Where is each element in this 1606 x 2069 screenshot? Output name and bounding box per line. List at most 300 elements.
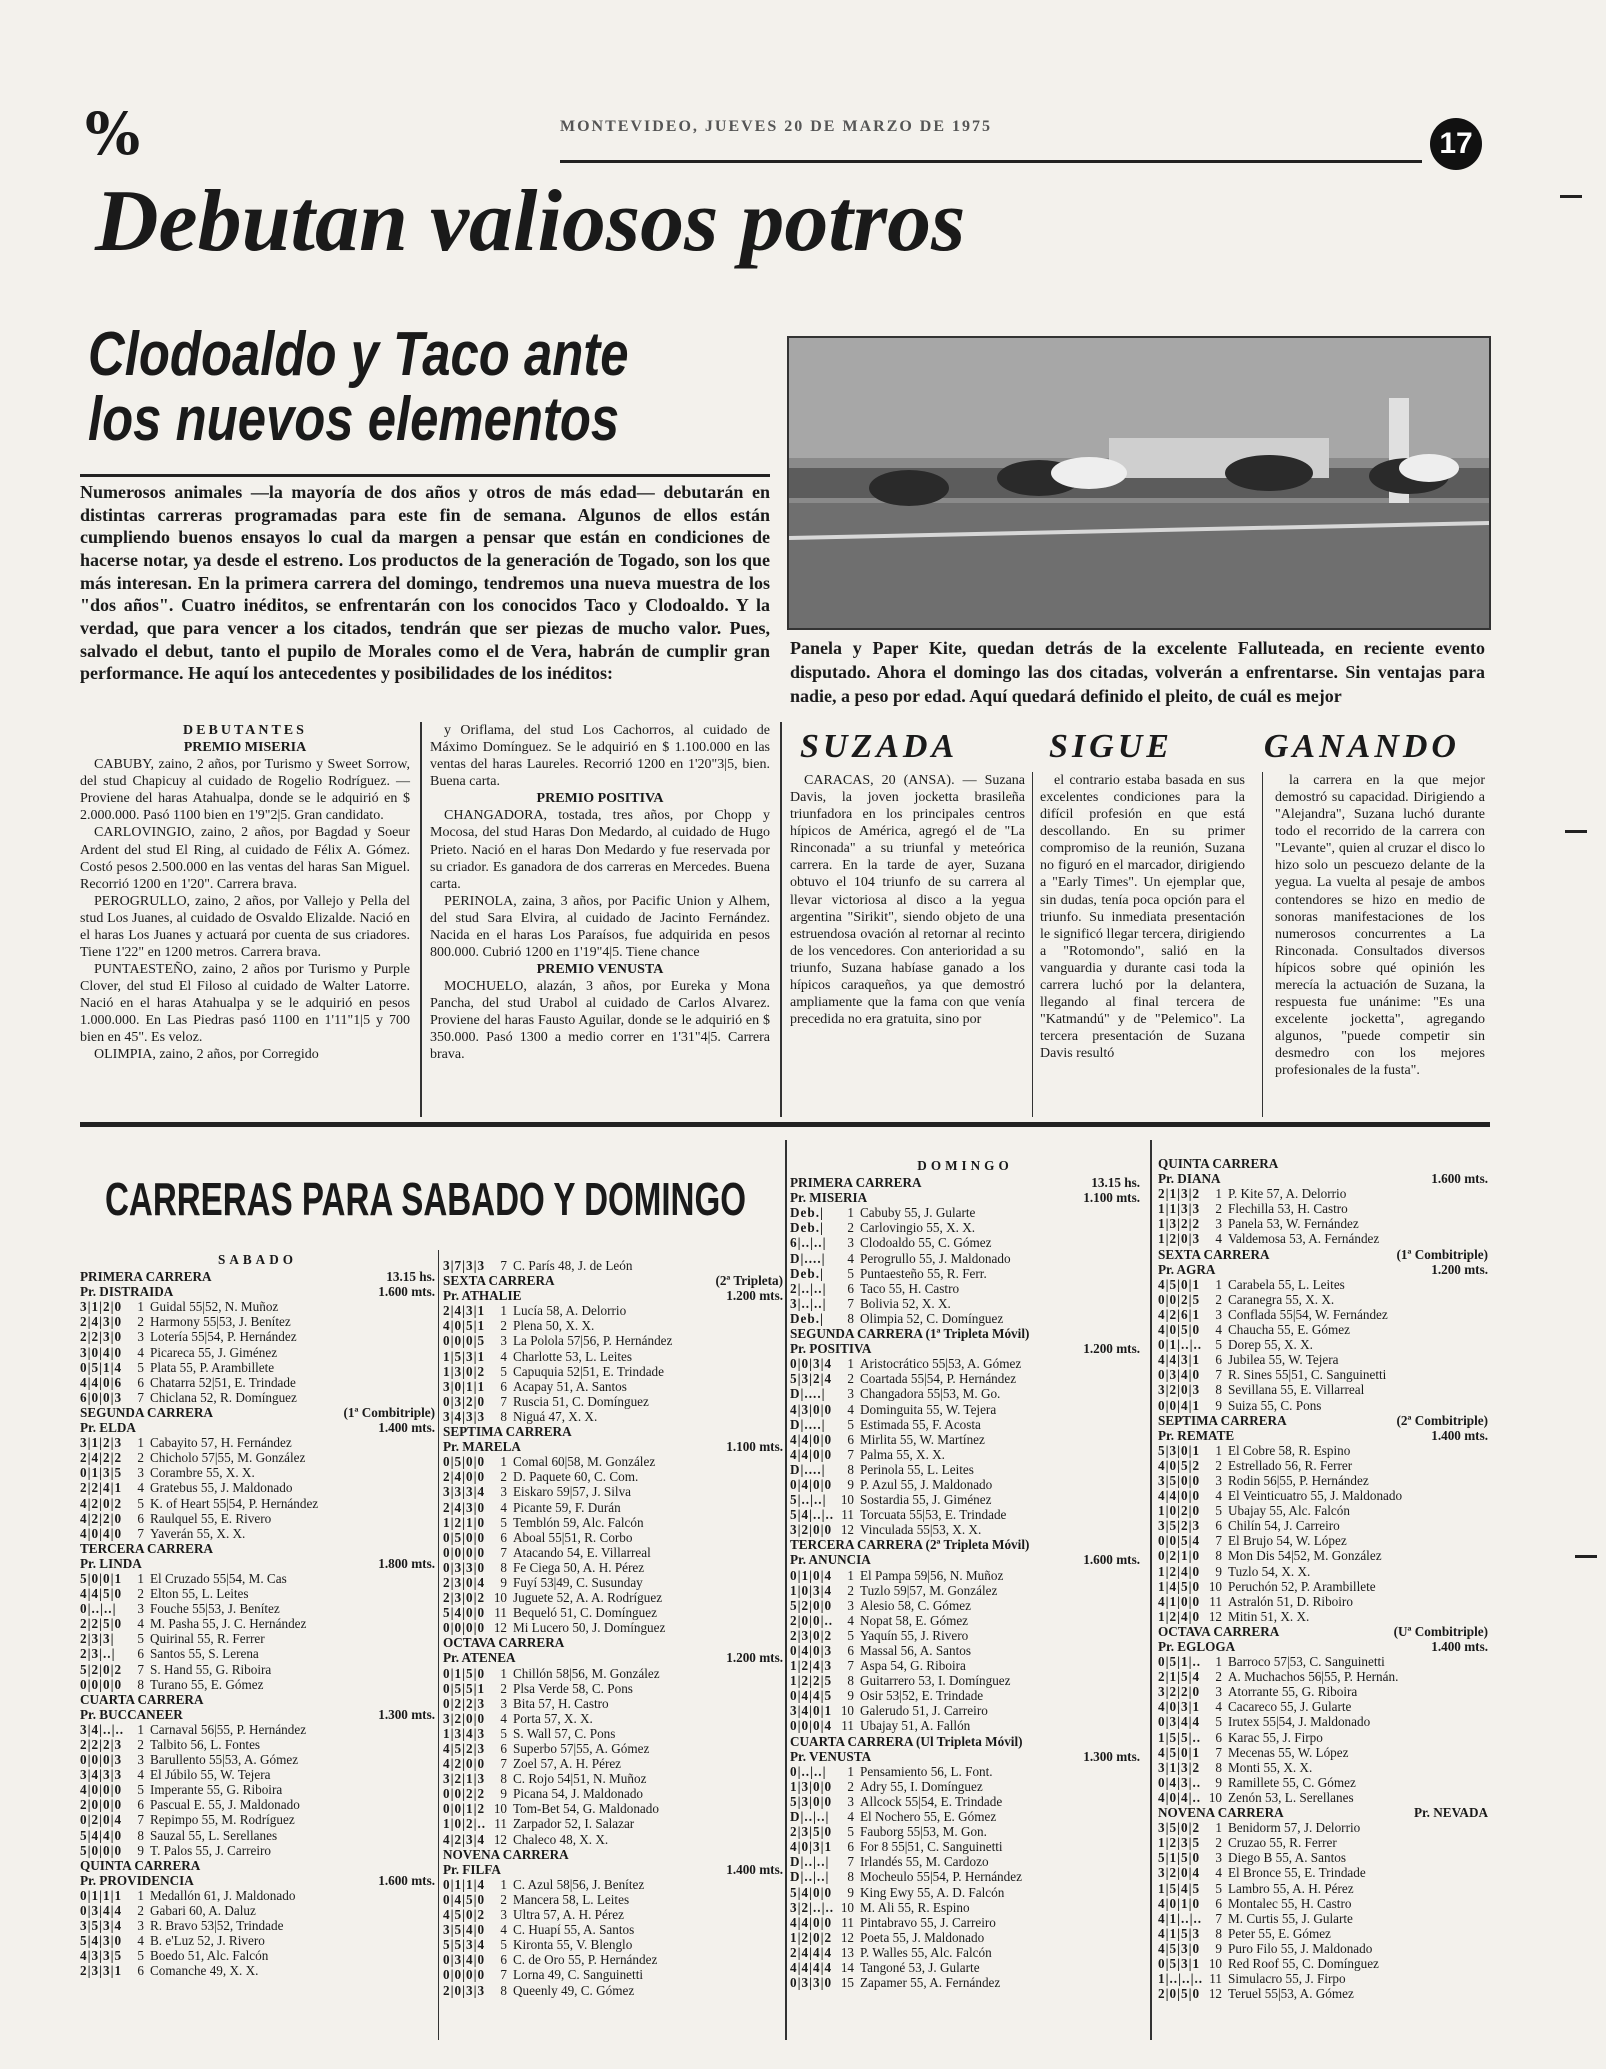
race-time: (1ª Combitriple) <box>343 1404 435 1420</box>
margin-mark <box>1560 195 1582 198</box>
entry-number: 6 <box>137 1374 144 1390</box>
race-premio: Pr. AGRA <box>1158 1261 1216 1277</box>
entry-form: 4|1|0|0 <box>1158 1593 1201 1609</box>
entry-form: 0|..|..| <box>80 1601 117 1617</box>
entry-horse: Bequeló 51, C. Domínguez <box>513 1605 657 1621</box>
entry-form: 3|5|0|2 <box>1158 1820 1201 1836</box>
entry-number: 4 <box>1215 1488 1222 1504</box>
entry-number: 5 <box>137 1782 144 1798</box>
race-entry <box>443 1333 783 1348</box>
entry-form: 2|2|4|1 <box>80 1480 123 1496</box>
entry-form: 5|4|3|0 <box>80 1933 123 1949</box>
entry-number: 12 <box>840 1522 854 1538</box>
entry-number: 3 <box>137 1465 144 1481</box>
entry-horse: Changadora 55|53, M. Go. <box>860 1386 1001 1402</box>
race-entry <box>1158 1216 1488 1231</box>
debutantes-column-2 <box>430 722 770 1064</box>
entry-horse: Fouche 55|53, J. Benítez <box>150 1601 280 1617</box>
entry-number: 8 <box>1215 1548 1222 1564</box>
suzada-text: la carrera en la que mejor demostró su capacidad. Dirigiendo a "Alejandra", Suzana luchó durante todo el recorrido de la carrera con "Levante", quien al cruzar el disco lo hizo solo un pescuezo delante de la yegua. La vuelta al pesaje de ambos contendores se hizo en medio de sonoras manifestaciones de los numerosos concurrentes a La Rinconada. Consultados diversos hípicos sobre qué opinión les merecía la actuación de Suzana, la respuesta fue unánime: "Es una excelente jocketta", agregando algunos, "puede competir sin desmedro con los mejores profesionales de la fusta". <box>1275 773 1485 1079</box>
entry-horse: Superbo 57|55, A. Gómez <box>513 1741 650 1756</box>
entry-number: 8 <box>1215 1382 1222 1398</box>
entry-horse: Monti 55, X. X. <box>1228 1759 1313 1775</box>
entry-form: 4|4|3|1 <box>1158 1352 1201 1368</box>
entry-number: 1 <box>847 1763 854 1779</box>
race-day-heading: DOMINGO <box>917 1158 1013 1173</box>
race-entry <box>80 1828 435 1843</box>
race-entry <box>443 1922 783 1937</box>
entry-form: 3|4|3|3 <box>80 1767 123 1783</box>
race-entry <box>80 1586 435 1601</box>
race-entry <box>790 1703 1140 1718</box>
entry-number: 2 <box>500 1891 507 1907</box>
race-entry <box>80 1737 435 1752</box>
entry-horse: Lotería 55|54, P. Hernández <box>150 1329 297 1345</box>
entry-form: 0|0|0|0 <box>443 1544 486 1560</box>
entry-horse: Peruchón 52, P. Arambillete <box>1228 1578 1376 1594</box>
race-distance: 1.400 mts. <box>1431 1427 1488 1443</box>
entry-form: 3|2|..|.. <box>790 1899 835 1915</box>
entry-form: 2|0|0|0 <box>80 1797 123 1813</box>
entry-form: 0|3|4|4 <box>80 1903 123 1919</box>
entry-horse: Niguá 47, X. X. <box>513 1408 598 1424</box>
entry-number: 8 <box>137 1676 144 1692</box>
race-entry <box>1158 1881 1488 1896</box>
entry-form: 2|2|5|0 <box>80 1616 123 1632</box>
entry-number: 1 <box>1215 1820 1222 1836</box>
race-entry <box>80 1662 435 1677</box>
entry-form: 4|5|2|3 <box>443 1741 486 1756</box>
race-entry <box>443 1952 783 1967</box>
entry-horse: Astralón 51, D. Riboiro <box>1228 1593 1353 1609</box>
entry-number: 10 <box>1208 1789 1222 1805</box>
race-name: QUINTA CARRERA <box>1158 1156 1279 1171</box>
race-name: PRIMERA CARRERA <box>790 1175 922 1191</box>
entry-horse: C. París 48, J. de León <box>513 1258 633 1273</box>
entry-form: 4|3|3|5 <box>80 1948 123 1964</box>
entry-form: 3|5|0|0 <box>1158 1472 1201 1488</box>
race-premio: Pr. LINDA <box>80 1555 142 1571</box>
entry-horse: Nopat 58, E. Gómez <box>860 1612 969 1628</box>
entry-number: 7 <box>500 1756 507 1772</box>
entry-number: 4 <box>500 1922 507 1938</box>
entry-number: 9 <box>1215 1563 1222 1579</box>
entry-form: 2|1|3|2 <box>1158 1186 1201 1202</box>
race-entry <box>80 1601 435 1616</box>
race-entry <box>1158 1458 1488 1473</box>
race-subheader <box>443 1439 783 1454</box>
entry-number: 1 <box>137 1435 144 1451</box>
race-entry <box>1158 1684 1488 1699</box>
entry-form: D|....| <box>790 1416 826 1432</box>
entry-number: 7 <box>847 1446 854 1462</box>
entry-form: 0|0|0|0 <box>443 1967 486 1983</box>
entry-horse: Sevillana 55, E. Villarreal <box>1228 1382 1365 1398</box>
entry-form: 6|0|0|3 <box>80 1389 123 1405</box>
entry-horse: Perinola 55, L. Leites <box>860 1461 974 1477</box>
entry-form: 3|4|0|1 <box>790 1703 833 1719</box>
entry-horse: Montalec 55, H. Castro <box>1228 1895 1352 1911</box>
entry-form: 4|5|3|0 <box>1158 1940 1201 1956</box>
race-entry <box>1158 1473 1488 1488</box>
entry-form: 1|2|4|3 <box>790 1658 833 1674</box>
race-entry <box>790 1673 1140 1688</box>
entry-horse: Coartada 55|54, P. Hernández <box>860 1371 1017 1387</box>
race-entry <box>790 1885 1140 1900</box>
entry-number: 4 <box>847 1612 854 1628</box>
entry-form: 1|3|4|3 <box>443 1725 486 1741</box>
entry-horse: Mitin 51, X. X. <box>1228 1608 1310 1624</box>
race-entry <box>790 1507 1140 1522</box>
entry-number: 2 <box>500 1469 507 1485</box>
entry-form: 1|3|0|0 <box>790 1778 833 1794</box>
entry-horse: Aristocrático 55|53, A. Gómez <box>860 1356 1022 1372</box>
entry-number: 4 <box>500 1710 507 1726</box>
horse-profile-paragraph: PUNTAESTEÑO, zaino, 2 años por Turismo y Purple Clover, del stud El Filoso al cuidado de Walter Latorre. Nació en el haras Atahualpa y se le adquirió en pesos 1.000.000. En Las Piedras pasó 1100 en 1'11"1|5 y 700 bien en 45". Es veloz. <box>80 962 410 1046</box>
race-header <box>1158 1156 1488 1171</box>
entry-number: 2 <box>1215 1457 1222 1473</box>
entry-horse: Karac 55, J. Firpo <box>1228 1729 1323 1745</box>
race-subheader <box>80 1556 435 1571</box>
suzada-text: CARACAS, 20 (ANSA). — Suzana Davis, la joven jocketta brasileña triunfadora en los principales centros hípicos de América, agregó el de "La Rinconada" a su triunfal y meteórica carrera. En la tarde de ayer, Suzana obtuvo el 104 triunfo de su carrera al llevar victoriosa al disco a la yegua argentina "Sirikit", siendo objeto de una estruendosa ovación al retornar al recinto de los vencedores. Con anterioridad a su triunfo, Suzana habíase ganado a los hípicos caraqueños, ya que demostró ampliamente que la fama con que venía precedida no era gratuita, sino por <box>790 773 1025 1028</box>
entry-horse: Capuquia 52|51, E. Trindade <box>513 1363 664 1379</box>
suzada-headline-word: GANANDO <box>1263 728 1460 765</box>
race-name: SEPTIMA CARRERA <box>443 1424 572 1440</box>
entry-number: 10 <box>493 1590 507 1606</box>
horse-profile-paragraph: PERINOLA, zaina, 3 años, por Pacific Union y Alhem, del stud Sara Elvira, al cuidado de Jacinto Fernández. Nacida en el haras Los Paraísos, fue adquirida en pesos 800.000. Cubrió 1200 en 1'19"4|5. Tiene chance <box>430 893 770 961</box>
race-entry <box>443 1756 783 1771</box>
race-entry <box>80 1767 435 1782</box>
entry-number: 12 <box>1208 1608 1222 1624</box>
entry-horse: Massal 56, A. Santos <box>860 1643 971 1658</box>
entry-horse: R. Bravo 53|52, Trindade <box>150 1918 284 1934</box>
entry-form: 0|0|0|5 <box>443 1333 486 1349</box>
entry-number: 4 <box>137 1616 144 1632</box>
entry-horse: Chiclana 52, R. Domínguez <box>150 1389 297 1405</box>
entry-horse: Ubajay 55, Alc. Falcón <box>1228 1503 1350 1519</box>
entry-horse: Carlovingio 55, X. X. <box>860 1220 976 1236</box>
race-premio: Pr. ATENEA <box>443 1650 516 1666</box>
column-rule <box>1150 1140 1152 2040</box>
race-block <box>443 1258 783 1273</box>
masthead-rule <box>560 160 1422 163</box>
race-entry <box>80 1329 435 1344</box>
horse-profile-paragraph: CHANGADORA, tostada, tres años, por Chopp y Mocosa, del stud Haras Don Medardo, al cuidado de Hugo Prieto. Nació en el haras Don Medardo y fue reservada por su criador. Es ganadora de dos carreras en Mercedes. Buena carta. <box>430 808 770 892</box>
entry-number: 6 <box>1215 1352 1222 1368</box>
entry-form: 2|4|3|0 <box>443 1499 486 1515</box>
race-header <box>80 1541 435 1556</box>
race-entry <box>443 1937 783 1952</box>
races-column-4 <box>1158 1156 1488 2001</box>
entry-form: D|....| <box>790 1461 826 1477</box>
race-entry <box>1158 1277 1488 1292</box>
races-column-3 <box>790 1156 1140 1990</box>
entry-number: 6 <box>847 1643 854 1658</box>
entry-form: 1|5|5|.. <box>1158 1729 1202 1745</box>
entry-form: 4|4|0|0 <box>790 1446 833 1462</box>
entry-horse: M. Curtis 55, J. Gularte <box>1228 1910 1353 1926</box>
race-entry <box>1158 1911 1488 1926</box>
race-subheader <box>1158 1262 1488 1277</box>
entry-number: 3 <box>137 1752 144 1768</box>
entry-horse: King Ewy 55, A. D. Falcón <box>860 1884 1005 1900</box>
entry-form: 2|4|3|1 <box>443 1303 486 1319</box>
entry-number: 3 <box>500 1484 507 1500</box>
entry-form: 0|1|..|.. <box>1158 1337 1203 1353</box>
entry-form: 2|4|0|0 <box>443 1469 486 1485</box>
race-subheader <box>790 1341 1140 1356</box>
race-entry <box>1158 1730 1488 1745</box>
entry-number: 1 <box>137 1887 144 1903</box>
entry-number: 8 <box>1215 1759 1222 1775</box>
entry-form: 0|3|3|0 <box>443 1559 486 1575</box>
race-entry <box>443 1877 783 1892</box>
entry-number: 4 <box>137 1933 144 1949</box>
race-entry <box>80 1299 435 1314</box>
entry-horse: Sauzal 55, L. Serellanes <box>150 1827 278 1843</box>
entry-form: 3|..|..| <box>790 1295 827 1311</box>
race-entry <box>1158 1367 1488 1382</box>
race-name: OCTAVA CARRERA <box>1158 1623 1280 1639</box>
entry-form: 3|5|3|4 <box>80 1918 123 1934</box>
race-distance: 1.200 mts. <box>1083 1341 1140 1357</box>
race-entry <box>1158 1760 1488 1775</box>
entry-form: 0|0|5|4 <box>1158 1533 1201 1549</box>
race-premio: Pr. DIANA <box>1158 1171 1221 1187</box>
entry-form: 0|0|0|0 <box>80 1676 123 1692</box>
entry-form: 0|0|3|4 <box>790 1356 833 1372</box>
entry-form: 0|3|4|0 <box>443 1952 486 1968</box>
race-premio: Pr. EGLOGA <box>1158 1639 1236 1654</box>
entry-horse: Chilín 54, J. Carreiro <box>1228 1518 1340 1534</box>
entry-form: 2|3|3|1 <box>80 1963 123 1979</box>
entry-horse: M. Pasha 55, J. C. Hernández <box>150 1616 307 1632</box>
race-subheader <box>1158 1639 1488 1654</box>
entry-form: 2|2|2|3 <box>80 1737 123 1752</box>
entry-horse: Zenón 53, L. Serellanes <box>1228 1789 1354 1805</box>
entry-number: 1 <box>500 1876 507 1892</box>
race-distance: 1.600 mts. <box>378 1284 435 1300</box>
entry-form: 4|4|0|6 <box>80 1374 123 1390</box>
entry-form: D|....| <box>790 1386 826 1402</box>
races-column-1 <box>80 1250 435 1979</box>
entry-number: 8 <box>1215 1925 1222 1941</box>
entry-form: 0|2|0|4 <box>80 1812 123 1828</box>
entry-form: 0|0|0|3 <box>80 1752 123 1768</box>
race-entry <box>443 1605 783 1620</box>
entry-horse: Benidorm 57, J. Delorrio <box>1228 1820 1361 1836</box>
race-entry <box>790 1688 1140 1703</box>
entry-number: 6 <box>137 1797 144 1813</box>
entry-horse: Eiskaro 59|57, J. Silva <box>513 1484 632 1500</box>
race-entry <box>790 1930 1140 1945</box>
race-entry <box>443 1666 783 1681</box>
entry-horse: El Pampa 59|56, N. Muñoz <box>860 1567 1004 1583</box>
race-subheader <box>790 1552 1140 1567</box>
entry-form: 0|5|1|.. <box>1158 1654 1202 1670</box>
race-entry <box>790 1960 1140 1975</box>
entry-horse: Porta 57, X. X. <box>513 1710 593 1726</box>
entry-horse: Picante 59, F. Durán <box>513 1499 621 1515</box>
main-headline: Debutan valiosos potros <box>95 173 966 270</box>
entry-horse: D. Paquete 60, C. Com. <box>513 1469 639 1485</box>
race-entry <box>443 1771 783 1786</box>
suzada-column-3 <box>1275 772 1485 1079</box>
entry-number: 2 <box>1215 1291 1222 1307</box>
entry-form: 4|5|0|2 <box>443 1907 486 1923</box>
race-header <box>790 1734 1140 1749</box>
race-entry <box>1158 1865 1488 1880</box>
race-block <box>1158 1413 1488 1624</box>
entry-number: 5 <box>500 1514 507 1530</box>
entry-horse: Yaquín 55, J. Rivero <box>860 1627 969 1643</box>
entry-number: 2 <box>500 1680 507 1696</box>
entry-number: 5 <box>500 1725 507 1741</box>
entry-horse: Estimada 55, F. Acosta <box>860 1416 981 1432</box>
entry-horse: Pensamiento 56, L. Font. <box>860 1763 993 1779</box>
entry-horse: Alesio 58, C. Gómez <box>860 1597 971 1613</box>
race-entry <box>80 1812 435 1827</box>
race-premio: Pr. REMATE <box>1158 1427 1235 1443</box>
entry-form: 0|4|0|3 <box>790 1643 833 1658</box>
entry-form: 2|3|0|2 <box>790 1627 833 1643</box>
race-name: PRIMERA CARRERA <box>80 1269 212 1285</box>
entry-horse: Mon Dis 54|52, M. González <box>1228 1548 1382 1564</box>
entry-horse: Talbito 56, L. Fontes <box>150 1737 261 1752</box>
entry-form: 5|0|0|0 <box>80 1842 123 1858</box>
race-entry <box>790 1417 1140 1432</box>
race-entry <box>1158 1941 1488 1956</box>
entry-horse: Mecenas 55, W. López <box>1228 1744 1349 1760</box>
race-entry <box>80 1360 435 1375</box>
race-entry <box>443 1696 783 1711</box>
photo-caption: Panela y Paper Kite, quedan detrás de la excelente Falluteada, en reciente evento disputado. Ahora el domingo las dos citadas, volverán a enfrentarse. Sin ventajas para nadie, a peso por edad. Aquí quedará definido el pleito, de cuál es mejor <box>790 638 1485 706</box>
entry-horse: Rodin 56|55, P. Hernández <box>1228 1472 1369 1488</box>
entry-number: 4 <box>847 1250 854 1266</box>
entry-form: 5|3|2|4 <box>790 1371 833 1387</box>
entry-form: 5|5|3|4 <box>443 1937 486 1953</box>
entry-horse: Red Roof 55, C. Domínguez <box>1228 1955 1379 1971</box>
entry-form: 0|1|0|4 <box>790 1567 833 1583</box>
entry-form: 5|3|0|0 <box>790 1793 833 1809</box>
race-entry <box>80 1963 435 1978</box>
race-time: (2ª Tripleta) <box>715 1273 783 1289</box>
race-entry <box>443 1545 783 1560</box>
entry-horse: S. Wall 57, C. Pons <box>513 1725 616 1741</box>
race-name: NOVENA CARRERA <box>1158 1805 1284 1821</box>
race-entry <box>443 1892 783 1907</box>
entry-horse: Osir 53|52, E. Trindade <box>860 1688 984 1704</box>
entry-number: 10 <box>493 1801 507 1817</box>
race-distance: 1.400 mts. <box>1431 1639 1488 1654</box>
entry-number: 7 <box>500 1967 507 1983</box>
race-block <box>1158 1805 1488 2001</box>
race-entry <box>443 1560 783 1575</box>
entry-horse: El Cobre 58, R. Espino <box>1228 1442 1351 1458</box>
entry-horse: Guitarrero 53, I. Domínguez <box>860 1673 1011 1689</box>
entry-number: 7 <box>137 1661 144 1677</box>
entry-number: 8 <box>847 1461 854 1477</box>
entry-number: 7 <box>847 1295 854 1311</box>
race-entry <box>1158 1850 1488 1865</box>
entry-form: 4|2|2|0 <box>80 1510 123 1526</box>
race-entry <box>80 1631 435 1646</box>
entry-number: 3 <box>847 1235 854 1251</box>
race-block <box>790 1734 1140 1991</box>
entry-number: 5 <box>137 1631 144 1647</box>
entry-number: 6 <box>500 1741 507 1756</box>
race-entry <box>790 1839 1140 1854</box>
entry-horse: Clodoaldo 55, C. Gómez <box>860 1235 992 1251</box>
race-block <box>443 1273 783 1424</box>
race-entry <box>1158 1835 1488 1850</box>
race-block <box>790 1326 1140 1537</box>
entry-horse: Repimpo 55, M. Rodríguez <box>150 1812 295 1828</box>
race-distance: 1.400 mts. <box>726 1861 783 1877</box>
entry-number: 5 <box>1215 1503 1222 1519</box>
entry-number: 7 <box>137 1812 144 1828</box>
entry-number: 6 <box>137 1646 144 1662</box>
entry-horse: Ultra 57, A. H. Pérez <box>513 1907 624 1923</box>
entry-horse: T. Palos 55, J. Carreiro <box>150 1842 271 1858</box>
horse-profile-paragraph: y Oriflama, del stud Los Cachorros, al cuidado de Máximo Domínguez. Se le adquirió en $ 1.100.000 en las ventas del haras Laureles. Recorrió 1200 en 1'20"3|5, bien. Buena carta. <box>430 723 770 790</box>
entry-horse: Chicholo 57|55, M. González <box>150 1450 306 1466</box>
entry-horse: Kironta 55, V. Blenglo <box>513 1937 633 1953</box>
entry-form: 0|0|2|2 <box>443 1786 486 1802</box>
entry-form: 5|4|0|0 <box>790 1884 833 1900</box>
race-block <box>1158 1247 1488 1413</box>
entry-number: 6 <box>1215 1729 1222 1745</box>
premio-heading: PREMIO MISERIA <box>183 740 307 756</box>
race-entry <box>80 1345 435 1360</box>
entry-number: 6 <box>500 1952 507 1968</box>
race-subheader <box>80 1420 435 1435</box>
entry-form: Deb.| <box>790 1310 824 1326</box>
debutantes-column-1 <box>80 722 410 1064</box>
suzada-headline-word: SUZADA <box>800 728 959 765</box>
race-entry <box>790 1356 1140 1371</box>
race-entry <box>790 1583 1140 1598</box>
entry-number: 4 <box>137 1480 144 1496</box>
race-distance: 1.600 mts. <box>378 1872 435 1888</box>
entry-form: 0|0|4|1 <box>1158 1397 1201 1413</box>
race-time: 13.15 hs. <box>386 1269 435 1285</box>
race-premio: Pr. VENUSTA <box>790 1748 872 1764</box>
race-entry <box>80 1435 435 1450</box>
entry-horse: Corambre 55, X. X. <box>150 1465 255 1481</box>
entry-form: 0|1|1|1 <box>80 1887 123 1903</box>
entry-horse: Torcuata 55|53, E. Trindade <box>860 1507 1007 1523</box>
entry-form: 1|2|0|3 <box>1158 1231 1201 1247</box>
race-header <box>790 1175 1140 1190</box>
entry-horse: Plena 50, X. X. <box>513 1318 595 1334</box>
entry-horse: Bolivia 52, X. X. <box>860 1295 951 1311</box>
race-distance: 1.400 mts. <box>378 1420 435 1436</box>
entry-form: 5|1|5|0 <box>1158 1850 1201 1866</box>
race-entry <box>443 1967 783 1982</box>
entry-number: 13 <box>840 1944 854 1960</box>
race-entry <box>443 1741 783 1756</box>
entry-form: 5|2|0|2 <box>80 1661 123 1677</box>
entry-horse: El Brujo 54, W. López <box>1228 1533 1347 1549</box>
entry-form: Deb.| <box>790 1205 824 1221</box>
entry-number: 1 <box>1215 1276 1222 1292</box>
entry-form: 2|0|5|0 <box>1158 1986 1201 2002</box>
entry-horse: Atorrante 55, G. Riboira <box>1228 1684 1358 1700</box>
entry-form: 5|3|0|1 <box>1158 1442 1201 1458</box>
entry-horse: K. of Heart 55|54, P. Hernández <box>150 1495 319 1511</box>
entry-horse: Poeta 55, J. Maldonado <box>860 1929 985 1945</box>
